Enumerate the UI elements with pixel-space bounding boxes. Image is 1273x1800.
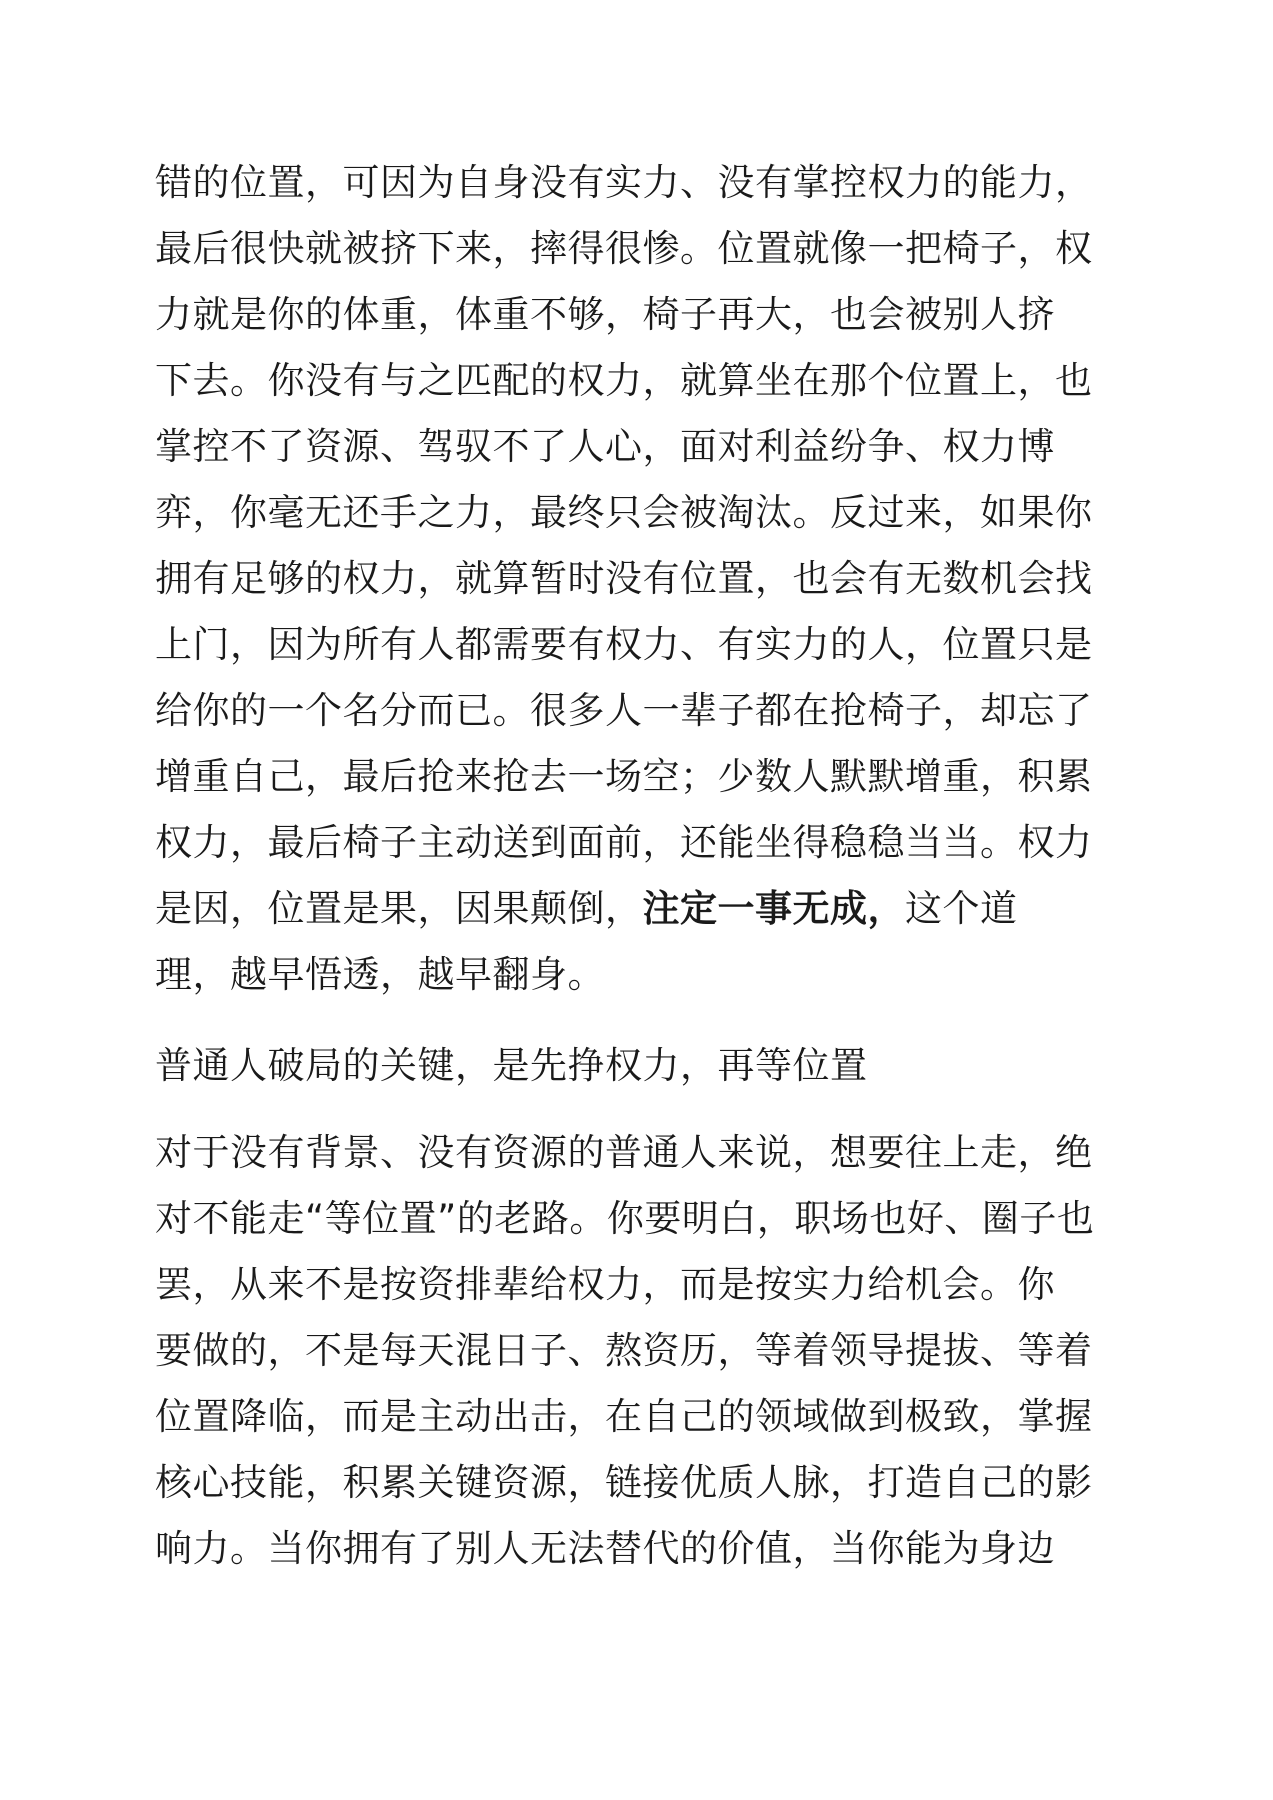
- paragraph-line: 增重自己，最后抢来抢去一场空；少数人默默增重，积累: [155, 755, 1093, 798]
- paragraph-line: 最后很快就被挤下来，摔得很惨。位置就像一把椅子，权: [155, 227, 1093, 270]
- bold-emphasis: 注定一事无成，: [642, 887, 905, 930]
- paragraph-line: 罢，从来不是按资排辈给权力，而是按实力给机会。你: [155, 1263, 1055, 1306]
- paragraph-line: 对不能走“等位置”的老路。你要明白，职场也好、圈子也: [155, 1197, 1095, 1240]
- paragraph-line: 响力。当你拥有了别人无法替代的价值，当你能为身边: [155, 1527, 1055, 1570]
- paragraph-1: [155, 150, 1115, 1008]
- paragraph-line: 理，越早悟透，越早翻身。: [155, 953, 605, 996]
- paragraph-line: 给你的一个名分而已。很多人一辈子都在抢椅子，却忘了: [155, 689, 1093, 732]
- paragraph-line-mixed: [155, 876, 1115, 942]
- section-heading: 普通人破局的关键，是先挣权力，再等位置: [155, 1044, 868, 1087]
- paragraph-line: 拥有足够的权力，就算暂时没有位置，也会有无数机会找: [155, 557, 1093, 600]
- paragraph-2: [155, 1120, 1115, 1582]
- text-segment: 是因，位置是果，因果颠倒，: [155, 887, 643, 930]
- paragraph-line: 对于没有背景、没有资源的普通人来说，想要往上走，绝: [155, 1131, 1093, 1174]
- paragraph-line: 下去。你没有与之匹配的权力，就算坐在那个位置上，也: [155, 359, 1093, 402]
- paragraph-line: 要做的，不是每天混日子、熬资历，等着领导提拔、等着: [155, 1329, 1093, 1372]
- paragraph-line: 力就是你的体重，体重不够，椅子再大，也会被别人挤: [155, 293, 1055, 336]
- paragraph-line: 上门，因为所有人都需要有权力、有实力的人，位置只是: [155, 623, 1093, 666]
- paragraph-line: 核心技能，积累关键资源，链接优质人脉，打造自己的影: [155, 1461, 1093, 1504]
- paragraph-line: 弈，你毫无还手之力，最终只会被淘汰。反过来，如果你: [155, 491, 1093, 534]
- paragraph-line: 掌控不了资源、驾驭不了人心，面对利益纷争、权力博: [155, 425, 1055, 468]
- paragraph-line: 位置降临，而是主动出击，在自己的领域做到极致，掌握: [155, 1395, 1093, 1438]
- paragraph-line: 错的位置，可因为自身没有实力、没有掌控权力的能力，: [155, 161, 1093, 204]
- paragraph-line: 权力，最后椅子主动送到面前，还能坐得稳稳当当。权力: [155, 821, 1093, 864]
- text-segment: 这个道: [905, 887, 1018, 930]
